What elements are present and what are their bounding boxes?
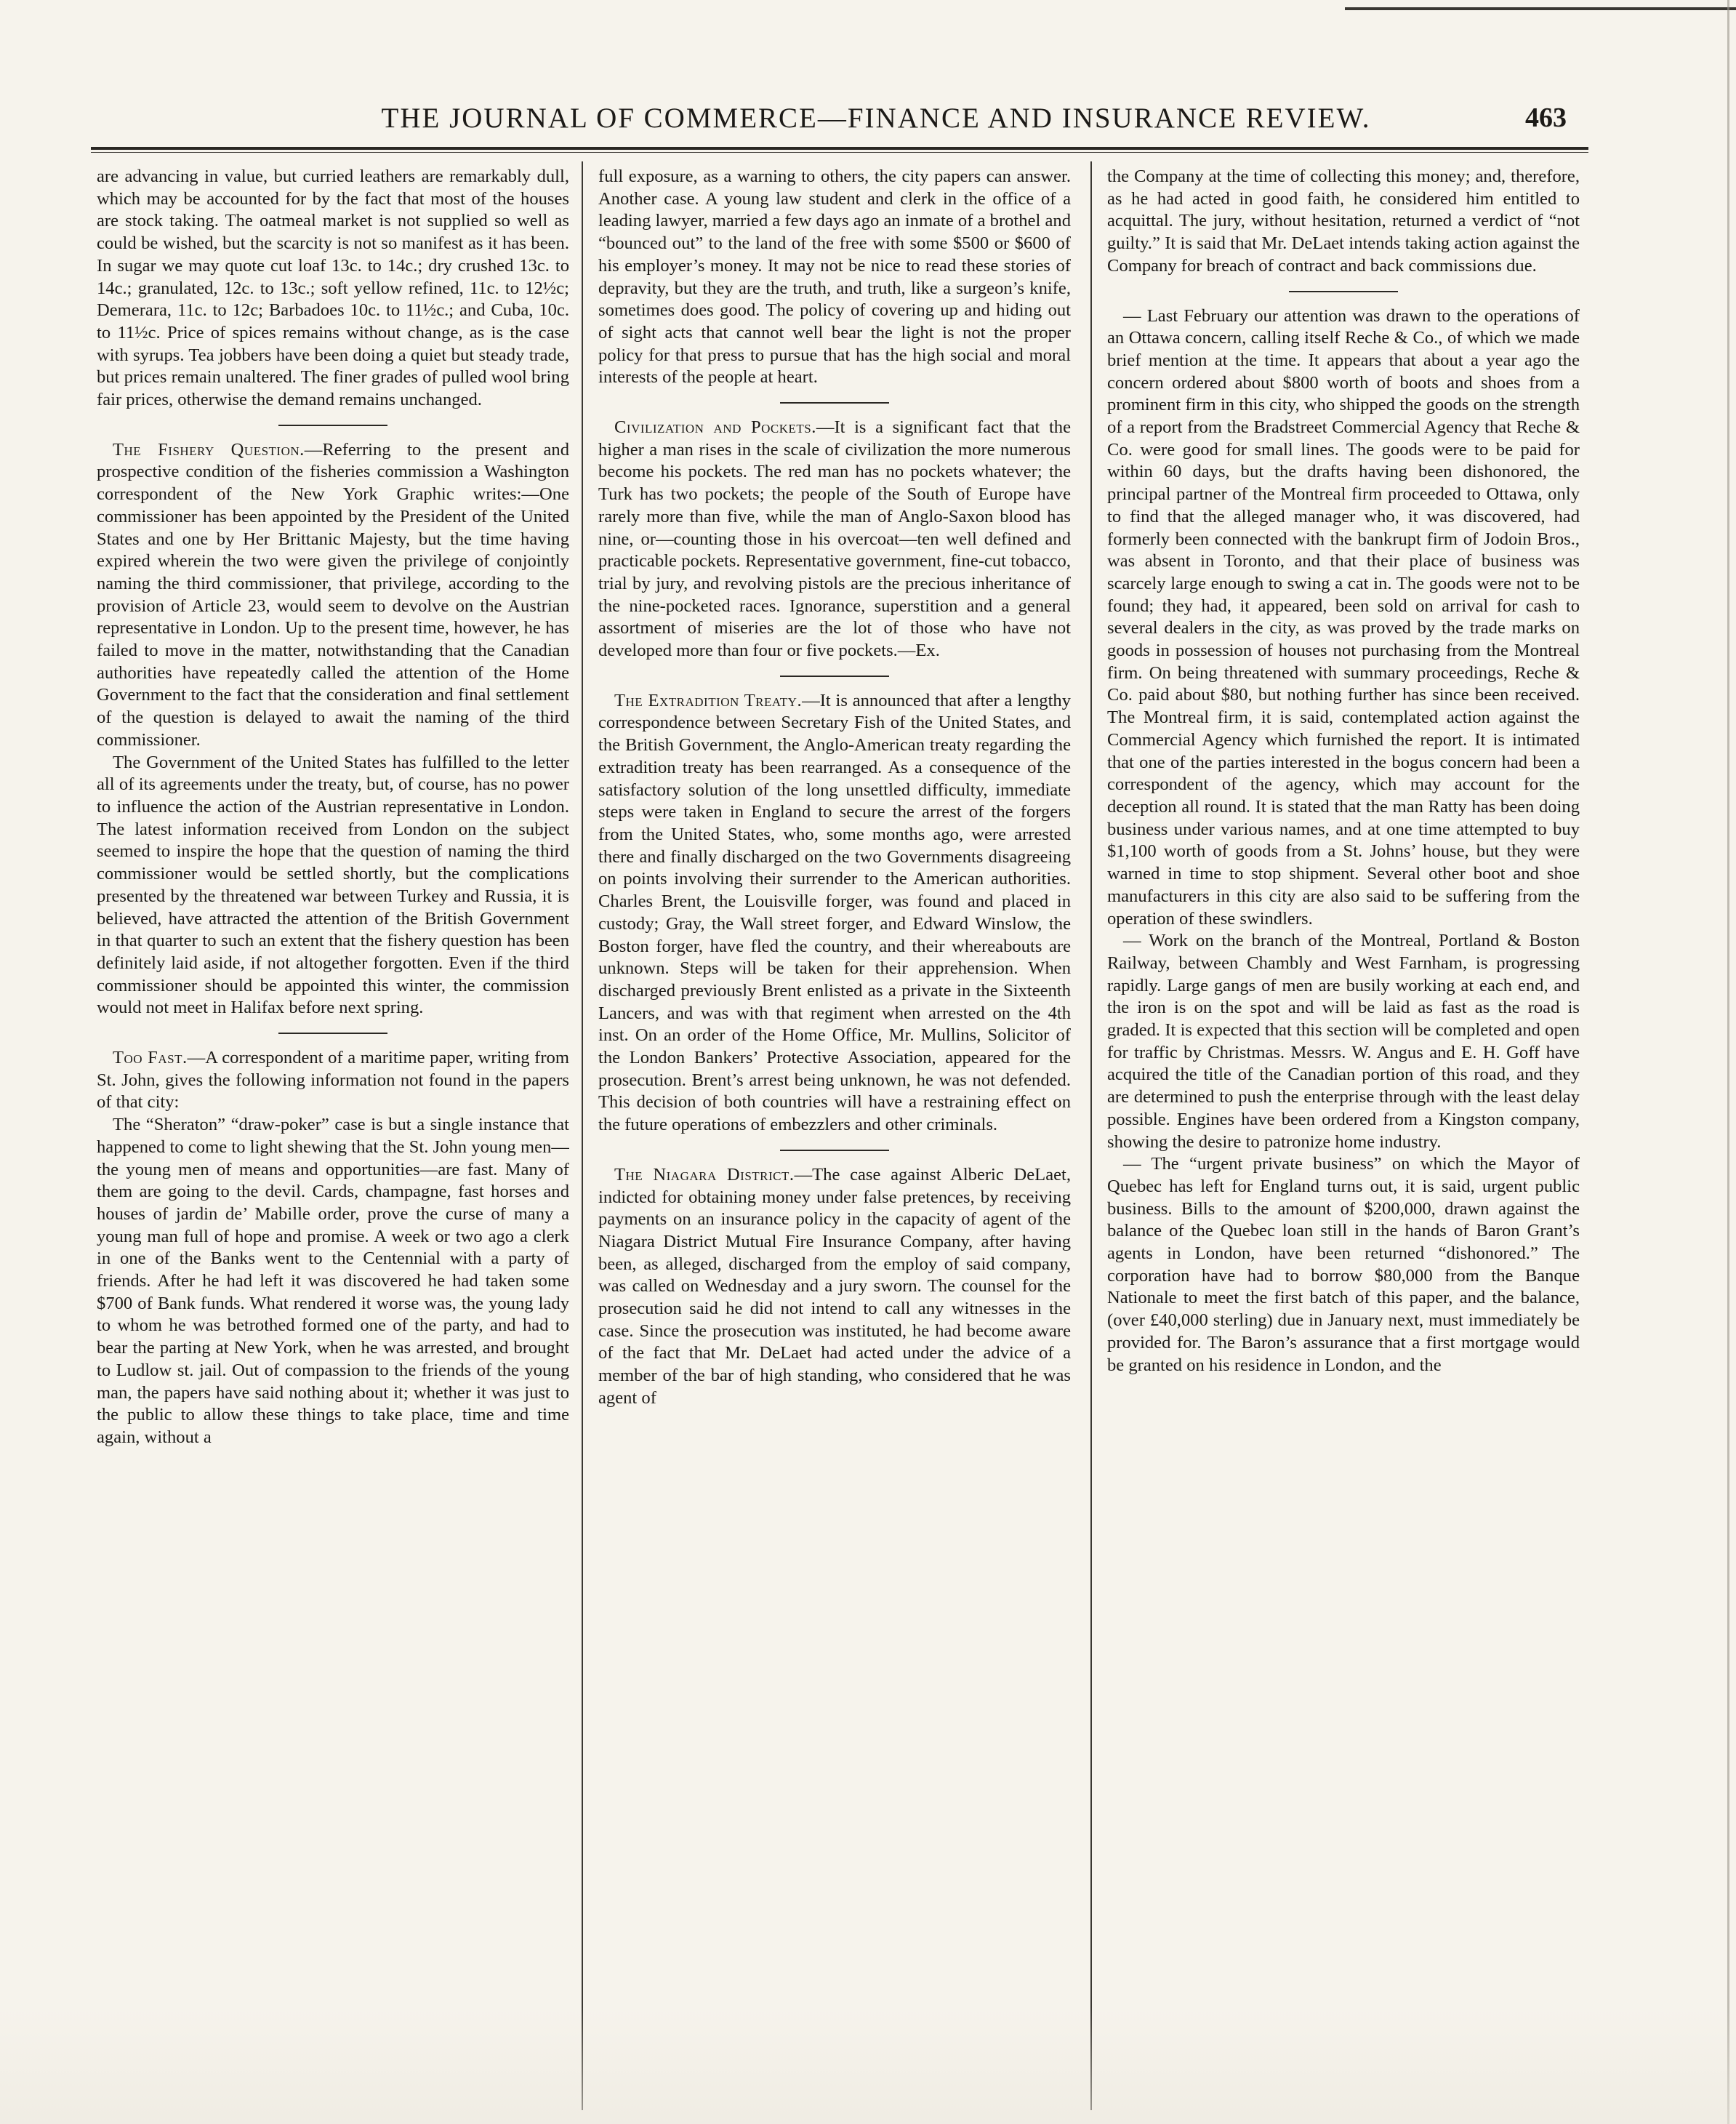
too-fast-paragraph-2: The “Sheraton” “draw-poker” case is but a single instance that happened to come to light shewing that the St. John young men—the young men of means and opportunities—are fast. Many of them are going to the devil. Cards, champagne, fast horses and houses of jardin de’ Mabille order, prove the curse of many a young man full of hope and promise. A week or two ago a clerk in one of the Banks went to the Centennial with a party of friends. After he had left it was discovered he had taken some $700 of Bank funds. What rendered it worse was, the young lady to whom he was betrothed formed one of the party, and had to bear the parting at New York, when he was arrested, and brought to Ludlow st. jail. Out of compassion to the friends of the young man, the papers have said nothing about it; whether it was just to the public to allow these things to take place, time and time again, without a bbox=[97, 1115, 569, 1447]
too-fast-text: —A correspondent of a maritime paper, writing from St. John, gives the following information not found in the papers of that city: bbox=[97, 1048, 569, 1113]
scan-edge-mark bbox=[1345, 7, 1736, 10]
header-rule-thin bbox=[91, 152, 1588, 153]
article-separator bbox=[780, 676, 889, 677]
header-rule bbox=[91, 147, 1588, 150]
market-report-paragraph: are advancing in value, but curried leathers are remarkably dull, which may be accounted for by the fact that most of the houses are stock taking. The oatmeal market is not supplied so well as could be wished, but the scarcity is not so manifest as it has been. In sugar we may quote cut loaf 13c. to 14c.; dry crushed 13c. to 14c.; granulated, 12c. to 13c.; soft yellow refined, 11c. to 12½c; Demerara, 11c. to 12c; Barbadoes 10c. to 11½c.; and Cuba, 10c. to 11½c. Price of spices remains without change, as is the case with syrups. Tea jobbers have been doing a quiet but steady trade, but prices remain unaltered. The finer grades of pulled wool bring fair prices, otherwise the demand remains unchanged. bbox=[97, 167, 569, 410]
niagara-district-text: —The case against Alberic DeLaet, indicted for obtaining money under false pretences, by receiving payments on an insurance policy in the capacity of agent of the Niagara District Mutual Fire Insurance Company, after having been, as alleged, discharged from the employ of said company, was called on Wednesday and a jury sworn. The counsel for the prosecution said he did not intend to call any witnesses in the case. Since the prosecution was instituted, he had become aware of the fact that Mr. DeLaet had acted under the advice of a member of the bar of high standing, who considered that he was agent of bbox=[598, 1164, 1071, 1408]
too-fast-heading: Too Fast. bbox=[113, 1048, 188, 1068]
article-separator bbox=[278, 1033, 387, 1034]
niagara-district-article bbox=[598, 1164, 1071, 1410]
article-separator bbox=[278, 425, 387, 426]
article-separator bbox=[1289, 291, 1398, 292]
niagara-district-heading: The Niagara District. bbox=[614, 1164, 795, 1185]
journal-title: THE JOURNAL OF COMMERCE—FINANCE AND INSURANCE REVIEW. bbox=[381, 103, 1371, 134]
fishery-question-heading: The Fishery Question. bbox=[113, 439, 305, 460]
reche-and-co-article: — Last February our attention was drawn to the operations of an Ottawa concern, calling itself Reche & Co., of which we made brief mention at the time. It appears that about a year ago the concern ordered about $800 worth of boots and shoes from a prominent firm in this city, who shipped the goods on the strength of a report from the Bradstreet Commercial Agency that Reche & Co. were good for small lines. The goods were to be paid for within 60 days, but the drafts having been dishonored, the principal partner of the Montreal firm proceeded to Ottawa, only to find that the alleged manager who, it was discovered, had formerly been connected with the bankrupt firm of Jodoin Bros., was absent in Toronto, and that their place of business was scarcely large enough to swing a cat in. The goods were not to be found; they had, it appeared, been sold on arrival for cash to several dealers in the city, as was proved by the trade marks on goods in possession of houses not purchasing from the Montreal firm. On being threatened with summary proceedings, Reche & Co. paid about $80, but nothing further has since been received. The Montreal firm, it is said, contemplated action against the Commercial Agency which furnished the report. It is intimated that one of the parties interested in the bogus concern had been a correspondent of the agency, which may account for the deception all round. It is stated that the man Ratty has been doing business under various names, and at one time attempted to buy $1,100 worth of goods from a St. Johns’ house, but they were warned in time to stop shipment. Several other boot and shoe manufacturers in this city are also said to be suffering from the operation of these swindlers. bbox=[1107, 305, 1580, 929]
extradition-treaty-heading: The Extradition Treaty. bbox=[614, 690, 803, 710]
too-fast-continued-paragraph: full exposure, as a warning to others, the city papers can answer. Another case. A young law student and clerk in the office of a leading lawyer, married a few days ago an inmate of a brothel and “bounced out” to the land of the free with some $500 or $600 of his employer’s money. It may not be nice to read these stories of depravity, but they are the truth, and truth, like a surgeon’s knife, sometimes does good. The policy of covering up and hiding out of sight acts that cannot well bear the light is not the proper policy for that press to pursue that has the high social and moral interests of the people at heart. bbox=[598, 167, 1071, 388]
extradition-treaty-article bbox=[598, 690, 1071, 1137]
fishery-question-text: —Referring to the present and prospective condition of the fisheries commission a Washington correspondent of the New York Graphic writes:—One commissioner has been appointed by the President of the United States and one by Her Brittanic Majesty, but the time having expired wherein the two were given the privilege of conjointly naming the third commissioner, that privilege, according to the provision of Article 23, would seem to devolve on the Austrian representative in London. Up to the present time, however, he has failed to move in the matter, notwithstanding that the Canadian authorities have repeatedly called the attention of the Home Government to the fact that the consideration and final settlement of the question is delayed to await the naming of the third commissioner. bbox=[97, 439, 569, 750]
page-header bbox=[91, 102, 1588, 140]
civilization-pockets-text: —It is a significant fact that the higher a man rises in the scale of civilization the more numerous become his pockets. The red man has no pockets whatever; the Turk has two pockets; the people of the South of Europe have rarely more than five, while the man of Anglo-Saxon blood has nine, or—counting those in his overcoat—ten well defined and practicable pockets. Representative government, fine-cut tobacco, trial by jury, and revolving pistols are the precious inheritance of the nine-pocketed races. Ignorance, superstition and a general assortment of miseries are the lot of those who have not developed more than four or five pockets.—Ex. bbox=[598, 417, 1071, 661]
civilization-pockets-heading: Civilization and Pockets. bbox=[614, 417, 816, 438]
scan-edge-shadow bbox=[1727, 0, 1729, 2124]
article-separator bbox=[780, 1150, 889, 1151]
column-1 bbox=[97, 166, 569, 2107]
article-separator bbox=[780, 402, 889, 404]
fishery-question-paragraph-2: The Government of the United States has fulfilled to the letter all of its agreements under the treaty, but, of course, has no power to influence the action of the Austrian representative in London. The latest information received from London on the subject seemed to inspire the hope that the question of naming the third commissioner would be settled shortly, but the complications presented by the threatened war between Turkey and Russia, it is believed, have attracted the attention of the British Government in that quarter to such an extent that the fishery question has been definitely laid aside, if not altogether forgotten. Even if the third commissioner should be appointed this winter, the commission would not meet in Halifax before next spring. bbox=[97, 752, 569, 1018]
page-number: 463 bbox=[1525, 103, 1567, 133]
column-rule-1 bbox=[582, 161, 583, 2110]
column-rule-2 bbox=[1090, 161, 1092, 2110]
column-2 bbox=[598, 166, 1071, 2107]
civilization-pockets-article bbox=[598, 417, 1071, 662]
fishery-question-article bbox=[97, 439, 569, 752]
quebec-mayor-article: — The “urgent private business” on which the Mayor of Quebec has left for England turns out, it is said, urgent public business. Bills to the amount of $200,000, drawn against the balance of the Quebec loan still in the hands of Baron Grant’s agents in London, have been returned “dishonored.” The corporation have had to borrow $80,000 from the Banque Nationale to meet the first batch of this paper, and the balance, (over £40,000 sterling) due in January next, must immediately be provided for. The Baron’s assurance that a first mortgage would be granted on his residence in London, and the bbox=[1107, 1154, 1580, 1375]
too-fast-article bbox=[97, 1047, 569, 1114]
railway-branch-article: — Work on the branch of the Montreal, Portland & Boston Railway, between Chambly and West Farnham, is progressing rapidly. Large gangs of men are busily working at each end, and the iron is on the spot and will be laid as fast as the road is graded. It is expected that this section will be completed and open for traffic by Christmas. Messrs. W. Angus and E. H. Goff have acquired the title of the Canadian portion of this road, and they are determined to push the enterprise through with the least delay possible. Engines have been ordered from a Kingston company, showing the desire to patronize home industry. bbox=[1107, 931, 1580, 1152]
extradition-treaty-text: —It is announced that after a lengthy correspondence between Secretary Fish of the United States, and the British Government, the Anglo-American treaty regarding the extradition treaty has been rearranged. As a consequence of the satisfactory solution of the long unsettled difficulty, immediate steps were taken in England to secure the arrest of the forgers from the United States, who, some months ago, were arrested there and finally discharged on the two Governments disagreeing on points involving their surrender to the American authorities. Charles Brent, the Louisville forger, was found and placed in custody; Gray, the Wall street forger, and Edward Winslow, the Boston forger, have fled the country, and their whereabouts are unknown. Steps will be taken for their apprehension. When discharged previously Brent enlisted as a private in the Sixteenth Lancers, and was with that regiment when arrested on the 4th inst. On an order of the Home Office, Mr. Mullins, Solicitor of the London Bankers’ Protective Association, appeared for the prosecution. Brent’s arrest being unknown, he was not defended. This decision of both countries will have a restraining effect on the future operations of embezzlers and other criminals. bbox=[598, 690, 1071, 1135]
column-3 bbox=[1107, 166, 1580, 2107]
niagara-district-continued-paragraph: the Company at the time of collecting this money; and, therefore, as he had acted in good faith, he considered him entitled to acquittal. The jury, without hesitation, returned a verdict of “not guilty.” It is said that Mr. DeLaet intends taking action against the Company for breach of contract and back commissions due. bbox=[1107, 167, 1580, 276]
